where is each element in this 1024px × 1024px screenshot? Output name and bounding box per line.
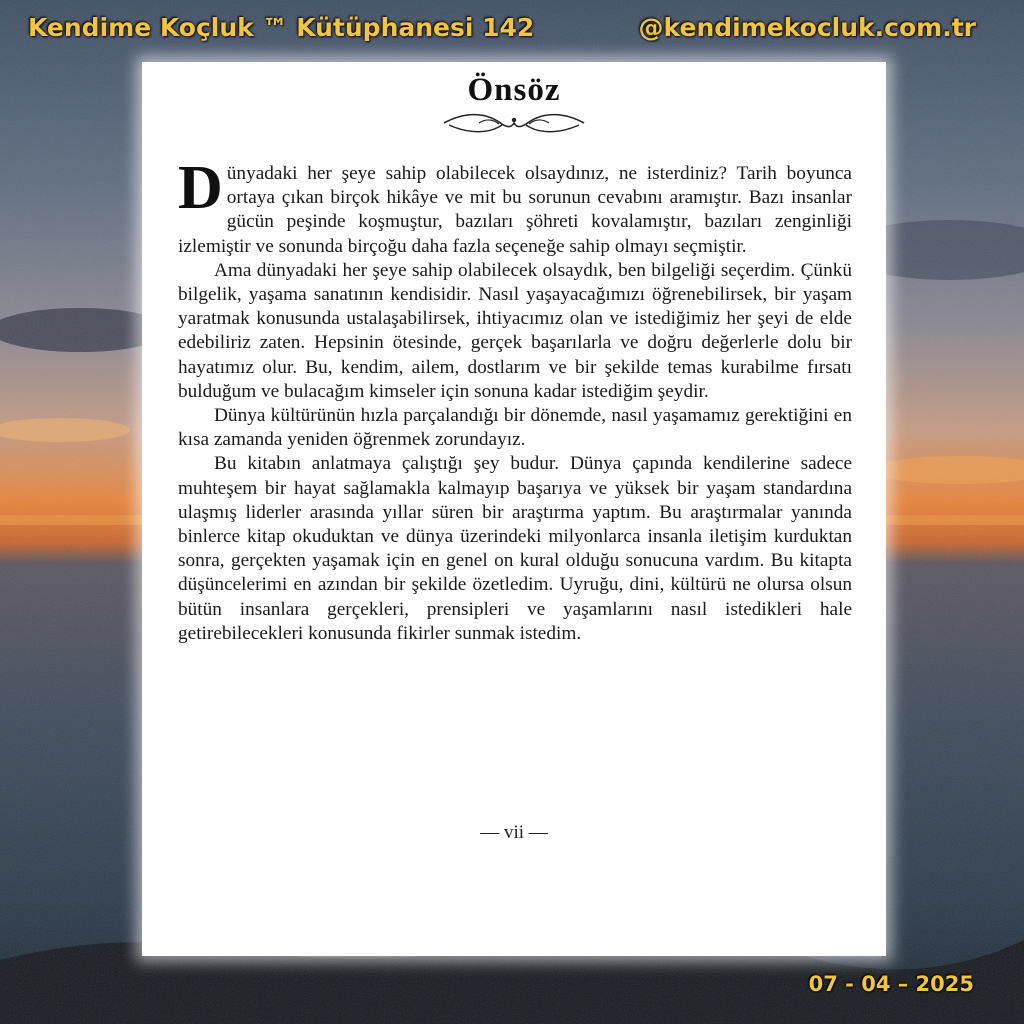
page-title: Önsöz [467, 72, 561, 108]
book-page [142, 62, 886, 956]
ornament-divider-icon [439, 110, 589, 136]
date-stamp: 07 - 04 – 2025 [808, 972, 974, 996]
paragraph-1: Dünyadaki her şeye sahip olabilecek olsaydınız, ne isterdiniz? Tarih boyunca ortaya çıkan birçok hikâye ve mit bu sorunun cevabını aramıştır. Bazı insanlar gücün peşinde koşmuştur, bazıları şöhreti kovalamıştır, bazıları zenginliği izlemiştir ve sonunda birçoğu daha fazla seçeneğe sahip olmayı seçmiştir. [178, 154, 852, 257]
paragraph-2: Ama dünyadaki her şeye sahip olabilecek olsaydık, ben bilgeliği seçerdim. Çünkü bilgelik, yaşama sanatının kendisidir. Nasıl yaşayacağımızı öğrenebilirsek, bir yaşam yaratmak konusunda ustalaşabilirsek, ihtiyacımız olan ve istediğimiz her şeyi de elde edebiliriz zaten. Hepsinin ötesinde, gerçek başarılarla ve doğru değerlerle dolu bir hayatımız olur. Bu, kendim, ailem, dostlarım ve bir şekilde temas kurabilme fırsatı bulduğum ve bulacağım kimseler için sonuna kadar istediğim şeydir. [178, 259, 852, 402]
page-number: — vii — [480, 822, 548, 843]
paragraph-3: Dünya kültürünün hızla parçalandığı bir dönemde, nasıl yaşamamız gerektiğini en kısa zamanda yeniden öğrenmek zorundayız. [178, 405, 852, 451]
drop-cap: D [178, 154, 223, 222]
library-title-banner: Kendime Koçluk ™ Kütüphanesi 142 [28, 13, 535, 42]
paragraph-4: Bu kitabın anlatmaya çalıştığı şey budur. Dünya çapında kendilerine sadece muhteşem bir hayat sağlamakla kalmayıp başarıya ve yüksek bir yaşam standardına ulaşmış liderler arasında yıllar süren bir araştırma yaptım. Bu araştırmalar yanında binlerce kitap okuduktan ve dünya üzerindeki milyonlarca insanla iletişim kurduktan sonra, gerçekten yaşamak için en genel on kural olduğu sonucuna vardım. Bu kitapta düşüncelerimi en azından bir şekilde özetledim. Uyruğu, dini, kültürü ne olursa olsun bütün insanlara gerçekleri, prensipleri ve yaşamlarını nasıl istedikleri hale getirebilecekleri konusunda fikirler sunmak istedim. [178, 453, 852, 644]
website-link[interactable]: @kendimekocluk.com.tr [638, 13, 976, 42]
preface-body [178, 154, 852, 646]
